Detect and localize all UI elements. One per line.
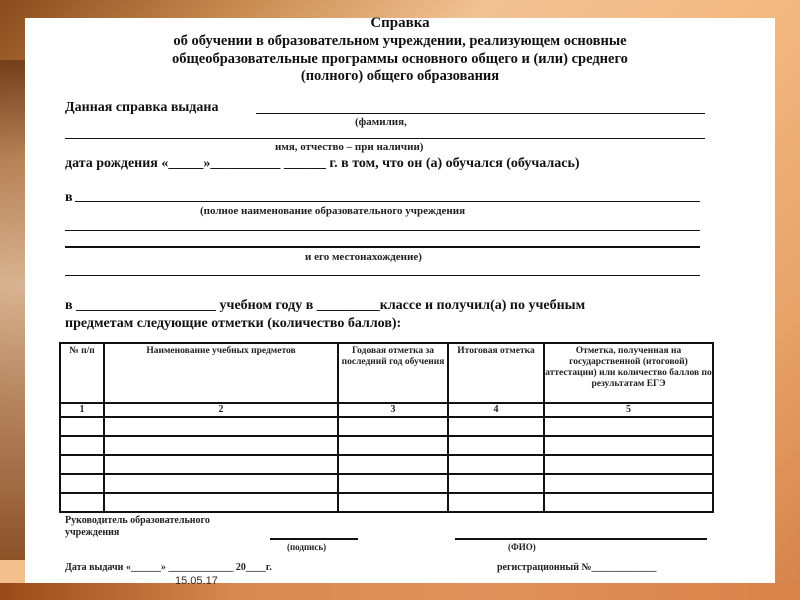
subtitle-line-1: об обучении в образовательном учреждении, реализующем основные bbox=[173, 33, 627, 49]
birth-date-line: дата рождения «_____»__________ ______ г. в том, что он (а) обучался (обучалась) bbox=[65, 156, 580, 171]
head-label-line-1: Руководитель образовательного bbox=[65, 515, 210, 526]
table-row bbox=[60, 417, 713, 436]
table-cell[interactable] bbox=[448, 436, 544, 455]
marks-table bbox=[59, 342, 714, 513]
name-field[interactable] bbox=[65, 138, 705, 139]
fio-hint: (ФИО) bbox=[508, 542, 536, 552]
table-cell[interactable] bbox=[60, 493, 104, 512]
header-exam-mark: Отметка, полученная на государственной (итоговой) аттестации) или количество баллов по результатам ЕГЭ bbox=[544, 343, 713, 403]
head-label-line-2: учреждения bbox=[65, 527, 120, 538]
fio-field[interactable] bbox=[455, 538, 707, 540]
table-row bbox=[60, 493, 713, 512]
issue-date-line: Дата выдачи «______» _____________ 20____г. bbox=[65, 562, 272, 573]
table-cell[interactable] bbox=[544, 455, 713, 474]
table-cell[interactable] bbox=[104, 417, 338, 436]
column-number: 5 bbox=[544, 403, 713, 417]
registration-number-line: регистрационный №_____________ bbox=[497, 562, 657, 573]
year-class-line: в ____________________ учебном году в _________классе и получил(а) по учебным bbox=[65, 298, 586, 313]
table-row bbox=[60, 474, 713, 493]
table-cell[interactable] bbox=[60, 455, 104, 474]
institution-field[interactable] bbox=[75, 201, 700, 202]
column-number: 3 bbox=[338, 403, 448, 417]
table-cell[interactable] bbox=[338, 493, 448, 512]
table-cell[interactable] bbox=[448, 493, 544, 512]
header-number: № п/п bbox=[60, 343, 104, 403]
table-cell[interactable] bbox=[544, 474, 713, 493]
table-cell[interactable] bbox=[448, 474, 544, 493]
table-cell[interactable] bbox=[338, 455, 448, 474]
institution-hint: (полное наименование образовательного учреждения bbox=[200, 205, 466, 217]
in-label: в bbox=[65, 190, 73, 205]
location-hint: и его местонахождение) bbox=[305, 251, 422, 263]
table-cell[interactable] bbox=[544, 436, 713, 455]
slide-date: 15.05.17 bbox=[175, 575, 218, 587]
table-row bbox=[60, 455, 713, 474]
document-title: Справка bbox=[370, 15, 430, 31]
column-number: 1 bbox=[60, 403, 104, 417]
certificate-page bbox=[25, 15, 775, 583]
signature-hint: (подпись) bbox=[287, 542, 327, 552]
issued-to-label: Данная справка выдана bbox=[65, 100, 219, 115]
table-row bbox=[60, 436, 713, 455]
table-cell[interactable] bbox=[104, 455, 338, 474]
institution-field-2[interactable] bbox=[65, 230, 700, 231]
table-column-numbers-row bbox=[60, 403, 713, 417]
document-subtitle bbox=[25, 33, 775, 86]
table-cell[interactable] bbox=[104, 436, 338, 455]
table-cell[interactable] bbox=[448, 417, 544, 436]
header-final-mark: Итоговая отметка bbox=[448, 343, 544, 403]
table-cell[interactable] bbox=[60, 474, 104, 493]
background-bottom-band bbox=[0, 583, 800, 600]
table-cell[interactable] bbox=[104, 474, 338, 493]
signature-field[interactable] bbox=[270, 538, 358, 540]
table-cell[interactable] bbox=[60, 436, 104, 455]
table-cell[interactable] bbox=[338, 417, 448, 436]
column-number: 2 bbox=[104, 403, 338, 417]
name-hint: имя, отчество – при наличии) bbox=[275, 141, 424, 153]
table-cell[interactable] bbox=[60, 417, 104, 436]
table-cell[interactable] bbox=[338, 436, 448, 455]
surname-field[interactable] bbox=[256, 113, 705, 114]
table-cell[interactable] bbox=[104, 493, 338, 512]
location-field[interactable] bbox=[65, 275, 700, 276]
table-cell[interactable] bbox=[544, 417, 713, 436]
table-header-row bbox=[60, 343, 713, 403]
institution-field-3[interactable] bbox=[65, 246, 700, 248]
header-subject: Наименование учебных предметов bbox=[104, 343, 338, 403]
subtitle-line-3: (полного) общего образования bbox=[300, 68, 500, 84]
column-number: 4 bbox=[448, 403, 544, 417]
table-cell[interactable] bbox=[338, 474, 448, 493]
table-cell[interactable] bbox=[544, 493, 713, 512]
marks-intro-line: предметам следующие отметки (количество баллов): bbox=[65, 316, 402, 331]
table-cell[interactable] bbox=[448, 455, 544, 474]
header-annual-mark: Годовая отметка за последний год обучения bbox=[338, 343, 448, 403]
surname-hint: (фамилия, bbox=[355, 116, 407, 128]
subtitle-line-2: общеобразовательные программы основного общего и (или) среднего bbox=[172, 50, 628, 67]
